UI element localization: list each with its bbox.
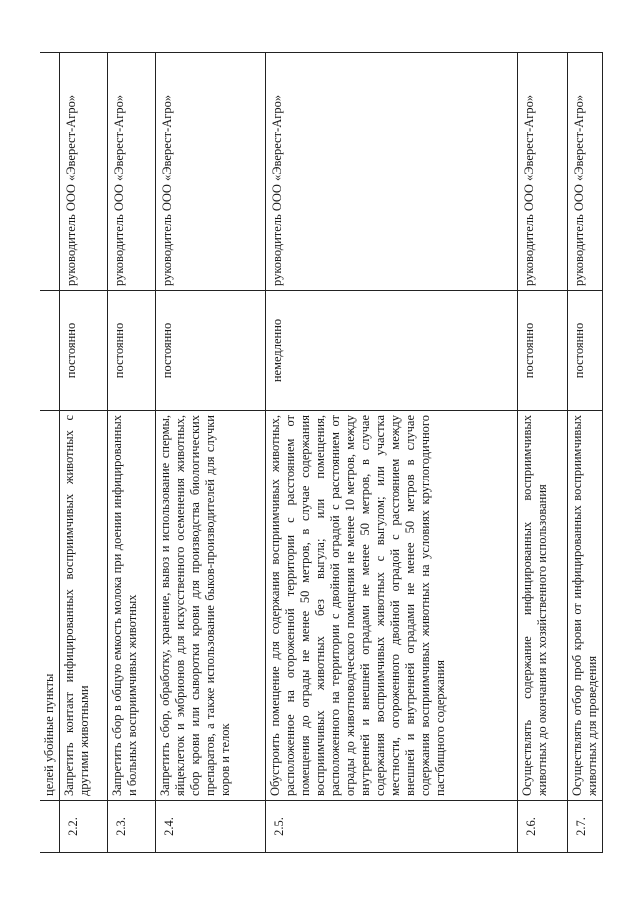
row-responsible: руководитель ООО «Эверест-Агро» xyxy=(60,53,108,291)
row-action: Запретить сбор, обработку, хранение, вывоз и использование спермы, яйцеклеток и эмбрионов для искусственного осеменения животных, сбор крови или сыворотки крови для производства биологических препаратов, а также использование быков-производителей для случки коров и телок xyxy=(156,411,266,801)
row-action: Осуществлять содержание инфицированных восприимчивых животных до окончания их хозяйственного использования xyxy=(518,411,568,801)
cell-term xyxy=(40,291,60,411)
row-number: 2.3. xyxy=(108,801,156,853)
row-action: Запретить сбор в общую емкость молока при доении инфицированных и больных восприимчивых животных xyxy=(108,411,156,801)
row-number: 2.4. xyxy=(156,801,266,853)
cell-responsible xyxy=(40,53,60,291)
row-responsible: руководитель ООО «Эверест-Агро» xyxy=(518,53,568,291)
row-action: Осуществлять отбор проб крови от инфицированных восприимчивых животных для проведения xyxy=(568,411,603,801)
table-row xyxy=(156,53,266,853)
cell-num xyxy=(40,801,60,853)
row-number: 2.7. xyxy=(568,801,603,853)
rotated-table-wrapper xyxy=(40,53,600,853)
table-row xyxy=(60,53,108,853)
row-term: постоянно xyxy=(60,291,108,411)
row-term: постоянно xyxy=(518,291,568,411)
table-row xyxy=(266,53,518,853)
row-term: постоянно xyxy=(108,291,156,411)
row-term: постоянно xyxy=(568,291,603,411)
row-number: 2.6. xyxy=(518,801,568,853)
measures-table xyxy=(40,52,603,853)
table-row xyxy=(568,53,603,853)
table-row-continuation xyxy=(40,53,60,853)
row-term: немедленно xyxy=(266,291,518,411)
table-row xyxy=(108,53,156,853)
row-action: Запретить контакт инфицированных восприимчивых животных с другими животными xyxy=(60,411,108,801)
cell-action: целей убойные пункты xyxy=(40,411,60,801)
row-number: 2.2. xyxy=(60,801,108,853)
row-term: постоянно xyxy=(156,291,266,411)
row-responsible: руководитель ООО «Эверест-Агро» xyxy=(156,53,266,291)
row-responsible: руководитель ООО «Эверест-Агро» xyxy=(568,53,603,291)
row-action: Обустроить помещение для содержания восприимчивых животных, расположенное на огороженной территории с расстоянием от помещения до ограды не менее 50 метров, в случае содержания восприимчивых животных без выгула; или помещения, расположенного на территории с двойной оградой с расстоянием от ограды до животноводческого помещения не менее 10 метров, между внутренней и внешней оградами не менее 50 метров, в случае содержания восприимчивых животных с выгулом; или участка местности, огороженного двойной оградой с расстоянием между внешней и внутренней оградами не менее 50 метров в случае содержания восприимчивых животных на условиях круглогодичного пастбищного содержания xyxy=(266,411,518,801)
row-responsible: руководитель ООО «Эверест-Агро» xyxy=(108,53,156,291)
row-number: 2.5. xyxy=(266,801,518,853)
row-responsible: руководитель ООО «Эверест-Агро» xyxy=(266,53,518,291)
table-row xyxy=(518,53,568,853)
